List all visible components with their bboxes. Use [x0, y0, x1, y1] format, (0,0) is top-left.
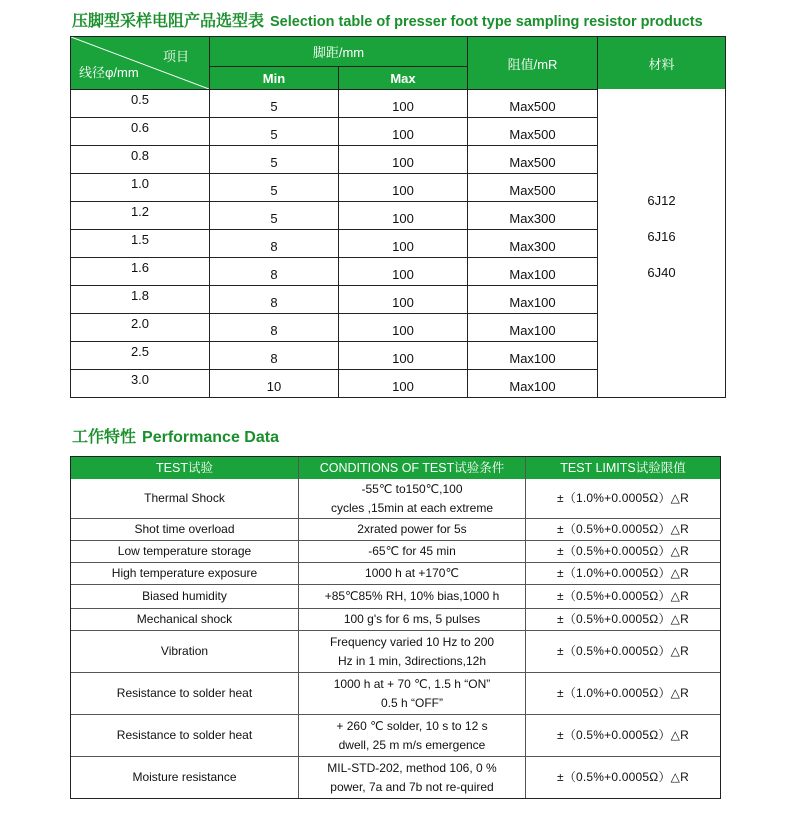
selection-table-title [72, 8, 703, 31]
wire-diameter-cell: 0.8 [130, 148, 150, 163]
resistance-cell: Max100 [467, 257, 597, 285]
resistance-cell: Max500 [467, 89, 597, 117]
limit-text: ±（1.0%+0.0005Ω）△R [557, 491, 689, 505]
max-distance-cell: 100 [338, 285, 467, 313]
min-distance-cell: 5 [209, 145, 338, 173]
limit-text: ±（0.5%+0.0005Ω）△R [557, 770, 689, 784]
max-distance-cell: 100 [338, 313, 467, 341]
performance-table-body [71, 479, 720, 798]
limit-text: ±（0.5%+0.0005Ω）△R [557, 522, 689, 536]
min-distance-cell: 5 [209, 89, 338, 117]
limit-cell [526, 479, 720, 518]
wire-diameter-cell: 1.2 [130, 204, 150, 219]
row-divider [71, 145, 597, 146]
performance-row [71, 584, 720, 608]
resistance-cell: Max100 [467, 341, 597, 369]
resistance-header: 阻值/mR [467, 37, 597, 89]
wire-diameter-cell: 3.0 [130, 372, 150, 387]
material-item: 6J16 [647, 229, 676, 244]
wire-diameter-cell: 1.0 [130, 176, 150, 191]
test-name-cell: Mechanical shock [71, 609, 299, 630]
condition-cell [299, 541, 526, 562]
wire-diameter-cell: 2.0 [130, 316, 150, 331]
condition-line: + 260 ℃ solder, 10 s to 12 s [336, 718, 488, 733]
resistance-cell: Max100 [467, 285, 597, 313]
condition-cell [299, 715, 526, 756]
condition-line: 2xrated power for 5s [357, 522, 467, 536]
limit-cell [526, 563, 720, 584]
performance-row [71, 672, 720, 714]
row-divider [71, 229, 597, 230]
limit-cell [526, 631, 720, 672]
min-distance-cell: 8 [209, 313, 338, 341]
condition-line: 1000 h at + 70 ℃, 1.5 h “ON” [333, 676, 491, 691]
row-divider [71, 173, 597, 174]
performance-row [71, 562, 720, 584]
selection-title-en: Selection table of presser foot type sampling resistor products [270, 14, 703, 30]
performance-title-cn: 工作特性 [72, 427, 137, 446]
limit-text: ±（0.5%+0.0005Ω）△R [557, 589, 689, 603]
limit-text: ±（0.5%+0.0005Ω）△R [557, 728, 689, 742]
resistance-cell: Max300 [467, 201, 597, 229]
condition-cell [299, 519, 526, 540]
min-distance-cell: 8 [209, 257, 338, 285]
test-name-cell: Moisture resistance [71, 757, 299, 798]
resistance-cell: Max300 [467, 229, 597, 257]
test-name-cell: Shot time overload [71, 519, 299, 540]
condition-cell [299, 631, 526, 672]
wire-diameter-cell: 0.5 [130, 92, 150, 107]
condition-cell [299, 479, 526, 518]
test-name-cell: Thermal Shock [71, 479, 299, 518]
min-distance-cell: 8 [209, 229, 338, 257]
test-name-cell: Resistance to solder heat [71, 715, 299, 756]
resistance-cell: Max500 [467, 145, 597, 173]
condition-line: cycles ,15min at each extreme [330, 500, 494, 515]
limit-text: ±（0.5%+0.0005Ω）△R [557, 612, 689, 626]
limit-cell [526, 519, 720, 540]
resistance-cell: Max100 [467, 369, 597, 397]
min-distance-cell: 10 [209, 369, 338, 397]
performance-row [71, 714, 720, 756]
resistance-cell: Max500 [467, 173, 597, 201]
min-distance-cell: 5 [209, 201, 338, 229]
performance-row [71, 479, 720, 518]
material-header: 材料 [597, 37, 725, 89]
limit-text: ±（0.5%+0.0005Ω）△R [557, 544, 689, 558]
row-divider [71, 369, 597, 370]
condition-cell [299, 609, 526, 630]
condition-cell [299, 673, 526, 714]
condition-line: +85℃85% RH, 10% bias,1000 h [324, 589, 500, 603]
wire-diameter-cell: 1.5 [130, 232, 150, 247]
max-distance-cell: 100 [338, 229, 467, 257]
limit-text: ±（0.5%+0.0005Ω）△R [557, 644, 689, 658]
limit-cell [526, 609, 720, 630]
condition-line: Frequency varied 10 Hz to 200 [329, 634, 495, 649]
limit-text: ±（1.0%+0.0005Ω）△R [557, 566, 689, 580]
max-distance-cell: 100 [338, 145, 467, 173]
performance-row [71, 630, 720, 672]
performance-row [71, 756, 720, 798]
max-header: Max [338, 67, 467, 89]
performance-title [72, 424, 279, 447]
corner-bottom-label: 线径φ/mm [79, 65, 139, 80]
corner-header [71, 37, 209, 89]
material-cell [597, 89, 725, 397]
wire-diameter-cell: 1.6 [130, 260, 150, 275]
performance-row [71, 518, 720, 540]
max-distance-cell: 100 [338, 117, 467, 145]
test-name-cell: Vibration [71, 631, 299, 672]
condition-cell [299, 757, 526, 798]
row-divider [71, 117, 597, 118]
row-divider [71, 341, 597, 342]
min-distance-cell: 8 [209, 285, 338, 313]
limits-header: TEST LIMITS试验限值 [560, 460, 686, 475]
conditions-header: CONDITIONS OF TEST试验条件 [299, 457, 526, 479]
selection-table [70, 36, 726, 398]
condition-line: -55℃ to150℃,100 [361, 481, 463, 496]
max-distance-cell: 100 [338, 173, 467, 201]
performance-header-row [71, 457, 720, 479]
performance-row [71, 608, 720, 630]
corner-top-label: 项目 [162, 49, 189, 64]
condition-line: dwell, 25 m m/s emergence [338, 737, 486, 752]
min-distance-cell: 5 [209, 173, 338, 201]
test-name-cell: Low temperature storage [71, 541, 299, 562]
limit-cell [526, 585, 720, 608]
condition-line: MIL-STD-202, method 106, 0 % [327, 760, 497, 775]
resistance-cell: Max100 [467, 313, 597, 341]
row-divider [71, 257, 597, 258]
min-header: Min [209, 67, 338, 89]
wire-diameter-cell: 1.8 [130, 288, 150, 303]
condition-line: 0.5 h “OFF” [380, 695, 443, 710]
test-name-cell: High temperature exposure [71, 563, 299, 584]
min-distance-cell: 5 [209, 117, 338, 145]
selection-title-cn: 压脚型采样电阻产品选型表 [72, 11, 265, 30]
min-distance-cell: 8 [209, 341, 338, 369]
wire-diameter-cell: 2.5 [130, 344, 150, 359]
foot-distance-header: 脚距/mm [209, 37, 467, 67]
test-name-cell: Biased humidity [71, 585, 299, 608]
condition-line: 100 g's for 6 ms, 5 pulses [343, 612, 481, 626]
condition-line: 1000 h at +170℃ [365, 566, 459, 580]
max-distance-cell: 100 [338, 257, 467, 285]
limit-text: ±（1.0%+0.0005Ω）△R [557, 686, 689, 700]
wire-diameter-cell: 0.6 [130, 120, 150, 135]
condition-line: Hz in 1 min, 3directions,12h [337, 653, 487, 668]
row-divider [71, 313, 597, 314]
limit-cell [526, 673, 720, 714]
limit-cell [526, 541, 720, 562]
performance-table [70, 456, 721, 799]
limit-cell [526, 715, 720, 756]
test-header: TEST试验 [71, 457, 299, 479]
condition-cell [299, 563, 526, 584]
max-distance-cell: 100 [338, 89, 467, 117]
condition-line: power, 7a and 7b not re-quired [330, 779, 494, 794]
resistance-cell: Max500 [467, 117, 597, 145]
performance-row [71, 540, 720, 562]
row-divider [71, 201, 597, 202]
max-distance-cell: 100 [338, 201, 467, 229]
condition-line: -65℃ for 45 min [368, 544, 456, 558]
material-item: 6J40 [647, 265, 676, 280]
limit-cell [526, 757, 720, 798]
max-distance-cell: 100 [338, 369, 467, 397]
material-item: 6J12 [647, 193, 676, 208]
max-distance-cell: 100 [338, 341, 467, 369]
row-divider [71, 89, 597, 90]
condition-cell [299, 585, 526, 608]
performance-title-en: Performance Data [142, 429, 279, 446]
row-divider [71, 285, 597, 286]
test-name-cell: Resistance to solder heat [71, 673, 299, 714]
